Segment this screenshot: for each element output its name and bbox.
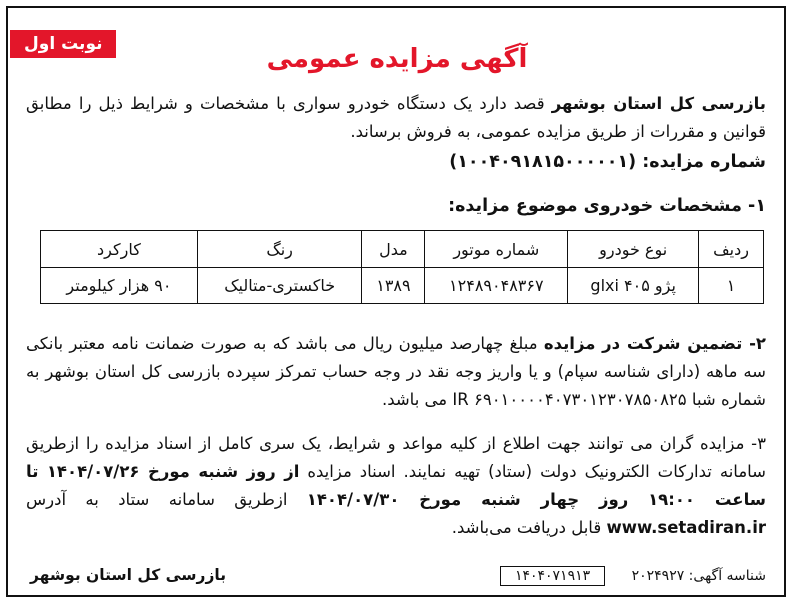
header-cell: مدل	[362, 231, 425, 268]
section3-dates: از روز شنبه مورخ ۱۴۰۴/۰۷/۲۶ تا ساعت ۱۹:۰۰ روز چهار شنبه مورخ ۱۴۰۴/۰۷/۳۰	[26, 462, 767, 509]
section3-text1: ۳- مزایده گران می توانند جهت اطلاع از کلیه مواعد و شرایط، یک سری کامل از اسناد مزایده را ازطریق سامانه تدارکات الکترونیک دولت (ستاد) تهیه نمایند. اسناد مزایده	[26, 434, 767, 481]
section2-lead: ۲- تضمین شرکت در مزایده	[543, 334, 766, 353]
footer-org: بازرسی کل استان بوشهر	[30, 566, 227, 584]
table-cell: ۹۰ هزار کیلومتر	[41, 268, 198, 304]
section3-paragraph	[26, 430, 766, 542]
table-header-row	[41, 231, 764, 268]
table-cell: ۱	[699, 268, 764, 304]
notice-round-badge: نوبت اول	[10, 30, 116, 58]
header-cell: کارکرد	[41, 231, 198, 268]
table-cell: پژو ۴۰۵ glxi	[568, 268, 699, 304]
header-cell: رنگ	[197, 231, 362, 268]
ad-number-box: ۱۴۰۴۰۷۱۹۱۳	[500, 566, 605, 586]
intro-text: قصد دارد یک دستگاه خودرو سواری با مشخصات و شرایط ذیل را مطابق قوانین و مقررات از طریق مزایده عمومی، به فروش برساند.	[26, 94, 766, 141]
header-cell: ردیف	[699, 231, 764, 268]
section2-paragraph	[26, 330, 766, 414]
table-cell: خاکستری-متالیک	[197, 268, 362, 304]
intro-org: بازرسی کل استان بوشهر	[551, 94, 766, 113]
header-cell: شماره موتور	[425, 231, 568, 268]
auction-number: شماره مزایده: (۱۰۰۴۰۹۱۸۱۵۰۰۰۰۰۱)	[449, 152, 766, 172]
table-cell: ۱۳۸۹	[362, 268, 425, 304]
intro-paragraph	[26, 90, 766, 146]
header-cell: نوع خودرو	[568, 231, 699, 268]
section1-title: ۱- مشخصات خودروی موضوع مزایده:	[448, 196, 766, 216]
footer-ad-id	[500, 566, 766, 586]
table-cell: ۱۲۴۸۹۰۴۸۳۶۷	[425, 268, 568, 304]
section3-text2: ازطریق سامانه ستاد به آدرس	[26, 490, 307, 509]
notice-title: آگهی مزایده عمومی	[266, 44, 528, 74]
table-row	[41, 268, 764, 304]
section2-text: مبلغ چهارصد میلیون ریال می باشد که به صورت ضمانت نامه معتبر بانکی سه ماهه (دارای شناسه سپام) و یا واریز وجه نقد در وجه حساب تمرکز سپرده بازرسی کل استان بوشهر به شماره شبا IR ۶۹۰۱۰۰۰۰۴۰۷۳۰۱۲۳۰۷۸۵۰۸۲۵ می باشد.	[26, 334, 766, 409]
setad-website-link[interactable]: www.setadiran.ir	[606, 518, 766, 537]
section3-text3: قابل دریافت می‌باشد.	[451, 518, 607, 537]
vehicle-spec-table	[40, 230, 764, 304]
ad-id-label: شناسه آگهی: ۲۰۲۴۹۲۷	[631, 568, 766, 584]
